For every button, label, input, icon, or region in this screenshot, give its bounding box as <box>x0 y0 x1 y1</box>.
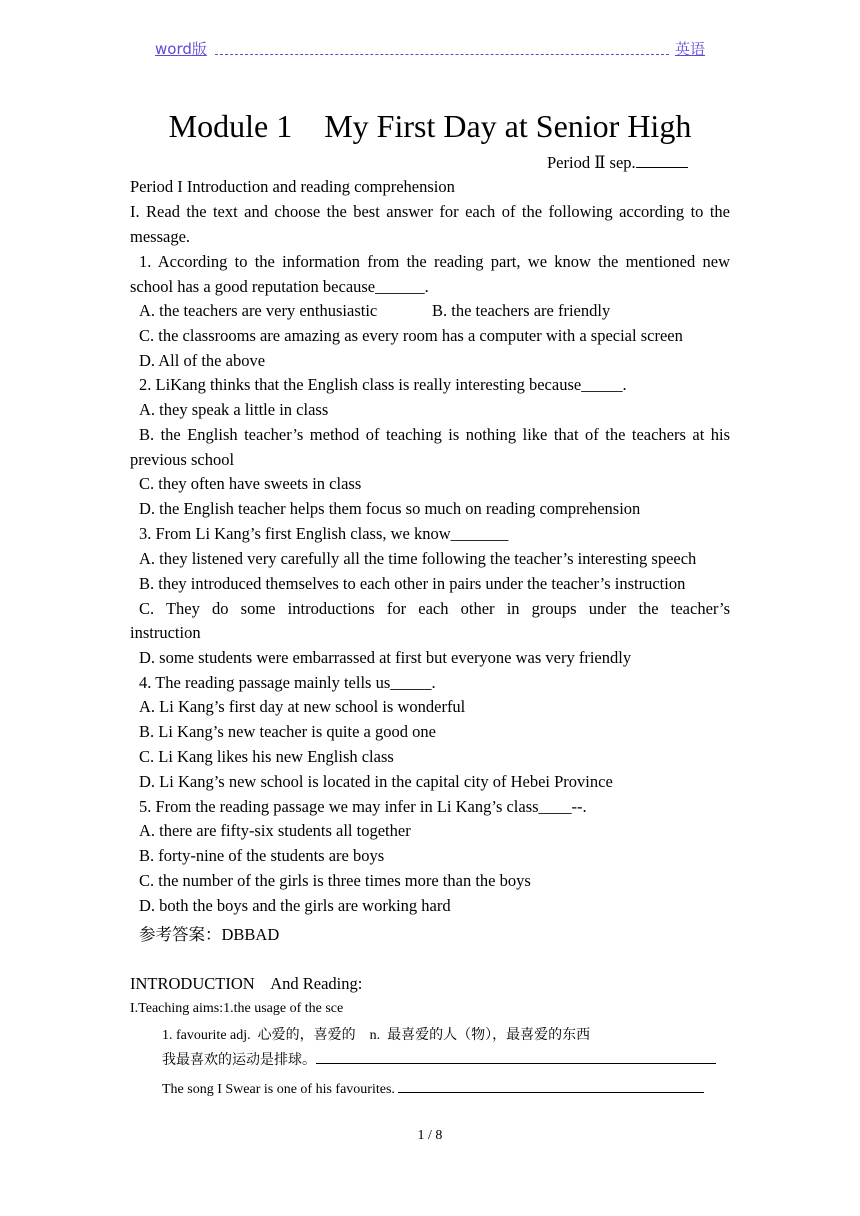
page-number: 1 / 8 <box>417 1128 443 1143</box>
question-1-option-a: A. the teachers are very enthusiastic <box>139 301 378 320</box>
header-left-suffix: 版 <box>191 40 207 58</box>
question-4-option-d: D. Li Kang’s new school is located in the capital city of Hebei Province <box>139 772 613 791</box>
vocab-favourite: 1. favourite adj. 心爱的，喜爱的 n. 最喜爱的人（物），最喜爱的东西 <box>162 1028 591 1043</box>
question-1-option-d: D. All of the above <box>139 351 266 370</box>
question-2-option-a: A. they speak a little in class <box>139 400 329 419</box>
period-label <box>547 153 688 173</box>
question-5-stem: 5. From the reading passage we may infer in Li Kang’s class____--. <box>139 797 587 816</box>
question-2-option-b: B. the English teacher’s method of teaching is nothing like that of the teachers at his <box>139 425 730 444</box>
question-4-stem: 4. The reading passage mainly tells us_____. <box>139 673 436 692</box>
exercise-2 <box>162 1078 704 1098</box>
question-3-option-b: B. they introduced themselves to each other in pairs under the teacher’s instruction <box>139 574 686 593</box>
exercise-1-blank[interactable] <box>316 1049 716 1064</box>
teaching-aims: I.Teaching aims:1.the usage of the sce <box>130 1001 344 1016</box>
question-2-option-c: C. they often have sweets in class <box>139 474 362 493</box>
instruction-line-2: message. <box>130 227 191 246</box>
question-4-option-a: A. Li Kang’s first day at new school is wonderful <box>139 697 466 716</box>
question-1-stem-1: 1. According to the information from the reading part, we know the mentioned new <box>139 252 730 271</box>
instruction-line-1: I. Read the text and choose the best answer for each of the following according to the <box>130 202 730 221</box>
header-rule <box>215 54 669 55</box>
question-5-option-b: B. forty-nine of the students are boys <box>139 846 385 865</box>
question-3-option-d: D. some students were embarrassed at first but everyone was very friendly <box>139 648 632 667</box>
question-3-stem: 3. From Li Kang’s first English class, we know_______ <box>139 524 509 543</box>
period-blank <box>636 153 688 168</box>
question-1-option-b: B. the teachers are friendly <box>432 301 611 320</box>
answer-key: 参考答案：DBBAD <box>139 925 280 944</box>
question-1-stem-2: school has a good reputation because______. <box>130 277 429 296</box>
header-left <box>155 38 207 59</box>
intro-heading: INTRODUCTION And Reading: <box>130 974 363 993</box>
question-3-option-a: A. they listened very carefully all the time following the teacher’s interesting speech <box>139 549 697 568</box>
header-left-label: word <box>155 40 192 58</box>
period-text: Period Ⅱ sep. <box>547 153 636 172</box>
question-5-option-d: D. both the boys and the girls are working hard <box>139 896 451 915</box>
question-2-option-b-cont: previous school <box>130 450 235 469</box>
exercise-2-text: The song I Swear is one of his favourites. <box>162 1082 395 1097</box>
exercise-1-text: 我最喜欢的运动是排球。 <box>162 1053 316 1068</box>
header-right: 英语 <box>674 40 705 58</box>
question-4-option-b: B. Li Kang’s new teacher is quite a good one <box>139 722 436 741</box>
page-title: Module 1 My First Day at Senior High <box>168 108 692 144</box>
question-3-option-c-cont: instruction <box>130 623 201 642</box>
question-4-option-c: C. Li Kang likes his new English class <box>139 747 394 766</box>
exercise-1 <box>162 1049 716 1069</box>
question-1-option-c: C. the classrooms are amazing as every room has a computer with a special screen <box>139 326 683 345</box>
section-title: Period I Introduction and reading comprehension <box>130 177 455 196</box>
exercise-2-blank[interactable] <box>398 1078 704 1093</box>
question-2-stem: 2. LiKang thinks that the English class is really interesting because_____. <box>139 375 627 394</box>
question-3-option-c: C. They do some introductions for each other in groups under the teacher’s <box>139 599 730 618</box>
question-5-option-a: A. there are fifty-six students all together <box>139 821 411 840</box>
page-header <box>155 38 705 58</box>
question-5-option-c: C. the number of the girls is three times more than the boys <box>139 871 531 890</box>
question-2-option-d: D. the English teacher helps them focus so much on reading comprehension <box>139 499 641 518</box>
